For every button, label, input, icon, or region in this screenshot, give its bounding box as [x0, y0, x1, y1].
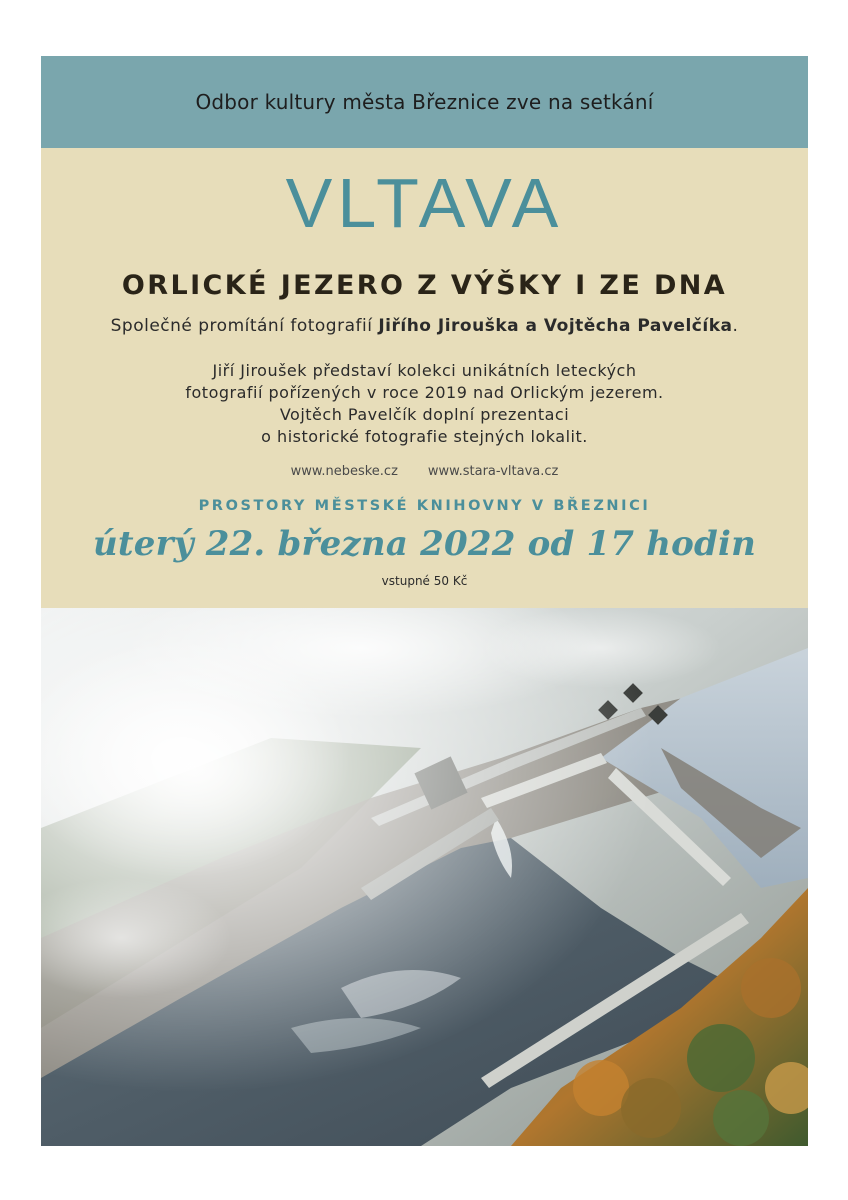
invitation-bar [41, 56, 808, 148]
link-nebeske[interactable]: www.nebeske.cz [290, 464, 398, 479]
aerial-dam-photo [41, 608, 808, 1146]
entrance-fee: vstupné 50 Kč [381, 574, 468, 588]
invitation-text: Odbor kultury města Březnice zve na setkání [195, 90, 654, 114]
aerial-dam-photo-illustration [41, 608, 808, 1146]
event-subtitle: ORLICKÉ JEZERO Z VÝŠKY I ZE DNA [121, 270, 728, 301]
description-line: o historické fotografie stejných lokalit. [261, 427, 588, 446]
description [41, 360, 808, 448]
description-line: Jiří Jiroušek představí kolekci unikátních leteckých [212, 361, 637, 380]
event-title: VLTAVA [285, 164, 564, 242]
description-line: Vojtěch Pavelčík doplní prezentaci [279, 405, 570, 424]
event-date: úterý 22. března 2022 od 17 hodin [92, 524, 757, 564]
link-stara-vltava[interactable]: www.stara-vltava.cz [427, 464, 559, 479]
lead-line [41, 316, 808, 336]
lead-names: Jiřího Jirouška a Vojtěcha Pavelčíka [378, 316, 733, 336]
website-links [41, 464, 808, 479]
info-panel [41, 148, 808, 608]
lead-prefix: Společné promítání fotografií [110, 316, 379, 336]
description-line: fotografií pořízených v roce 2019 nad Orlickým jezerem. [185, 383, 664, 402]
lead-suffix: . [732, 316, 739, 336]
venue: PROSTORY MĚSTSKÉ KNIHOVNY V BŘEZNICI [198, 498, 651, 514]
poster [41, 56, 808, 1146]
